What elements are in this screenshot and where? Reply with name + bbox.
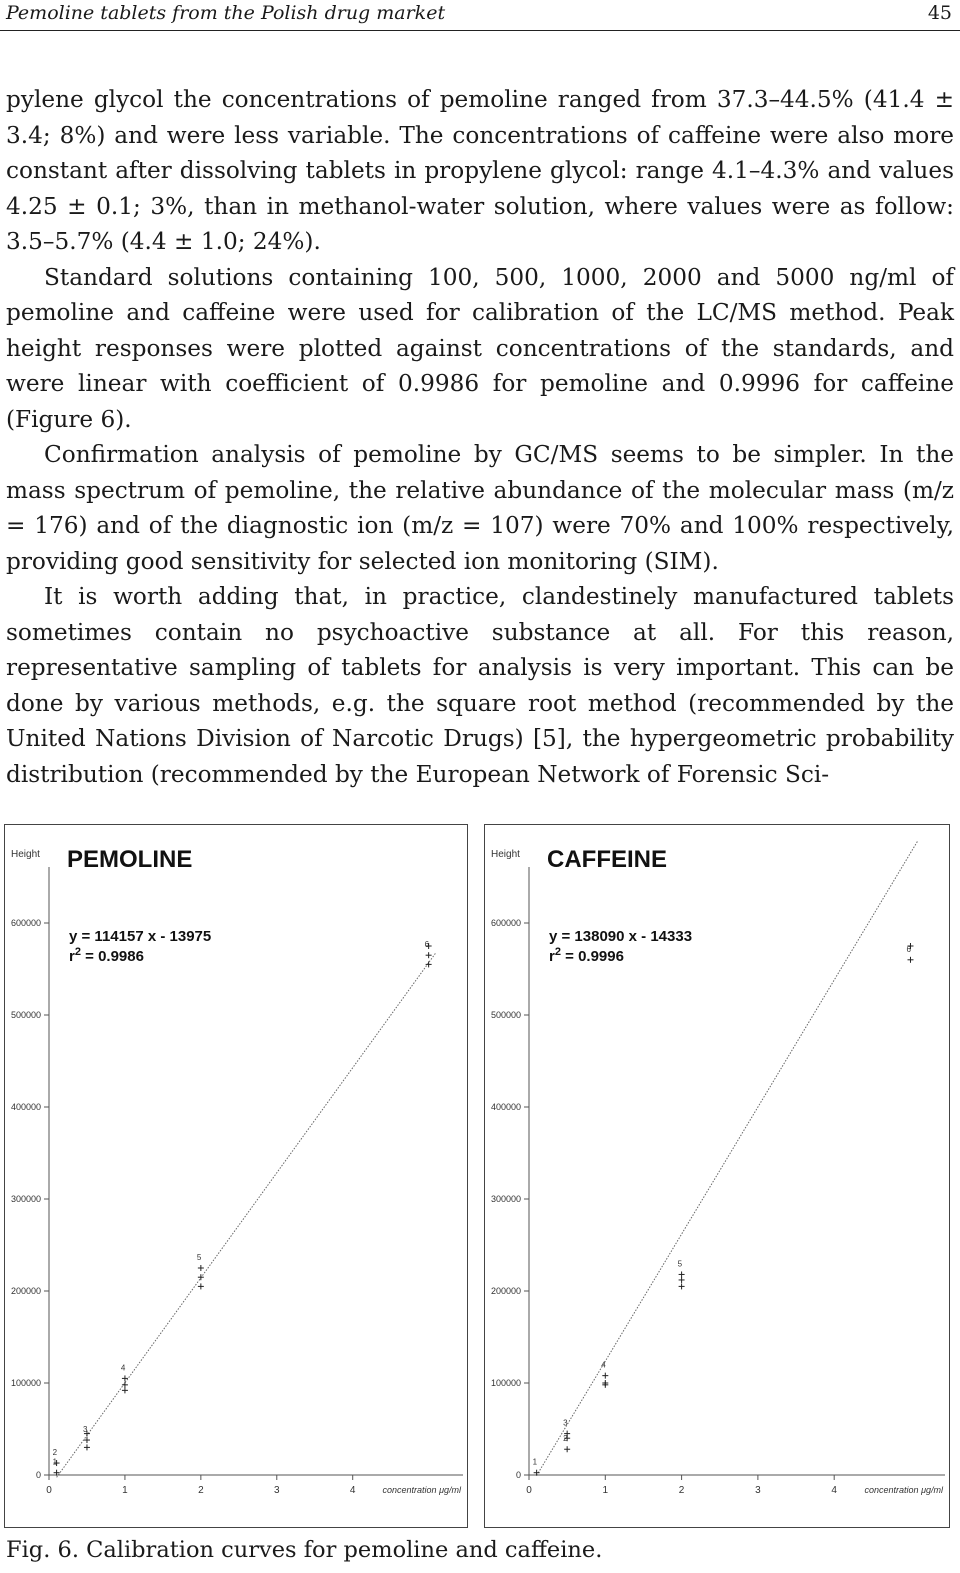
calibration-chart-caffeine bbox=[485, 825, 949, 1527]
y-tick-label: 500000 bbox=[490, 1010, 521, 1020]
y-tick-label: 100000 bbox=[10, 1378, 41, 1388]
point-label: 6 bbox=[424, 940, 430, 950]
regression-line bbox=[57, 952, 437, 1477]
data-point bbox=[679, 1283, 685, 1289]
header-rule bbox=[0, 30, 960, 31]
chart-title: CAFFEINE bbox=[547, 846, 667, 873]
data-point bbox=[426, 952, 432, 958]
data-point bbox=[907, 957, 913, 963]
x-tick-label: 1 bbox=[122, 1485, 128, 1496]
figure-panel-pemoline bbox=[4, 824, 468, 1528]
paragraph-sampling: It is worth adding that, in practice, clandestinely manufactured tablets sometimes contain no psychoactive substance at all. For this reason, representative sampling of tablets for analysis is very important. This can be done by various methods, e.g. the square root method (recommended by the United Nations Division of Narcotic Drugs) [5], the hypergeometric probability distribution (recommended by the European Network of Forensic Sci- bbox=[6, 583, 954, 788]
x-axis-label: concentration μg/ml bbox=[864, 1485, 943, 1495]
point-label: 2 bbox=[52, 1448, 58, 1458]
y-tick-label: 0 bbox=[35, 1470, 41, 1480]
y-tick-label: 400000 bbox=[10, 1102, 41, 1112]
point-label: 2 bbox=[563, 1434, 568, 1444]
y-tick-label: 0 bbox=[515, 1470, 521, 1480]
data-point bbox=[679, 1277, 685, 1283]
y-tick-label: 200000 bbox=[490, 1286, 521, 1296]
y-tick-label: 300000 bbox=[490, 1194, 521, 1204]
y-tick-label: 100000 bbox=[490, 1378, 521, 1388]
point-label: 4 bbox=[120, 1363, 126, 1373]
paragraph-calibration: Standard solutions containing 100, 500, 1000, 2000 and 5000 ng/ml of pemoline and caffeine were used for calibration of the LC/MS method. Peak height responses were plotted against concentrations of the standards, and were linear with coefficient of 0.9986 for pemoline and 0.9996 for caffeine (Figure 6). bbox=[6, 263, 954, 433]
point-label: 6 bbox=[906, 944, 911, 954]
r-squared: $r^2 = 0.9996$ bbox=[549, 946, 624, 965]
x-tick-label: 4 bbox=[831, 1485, 837, 1496]
data-point bbox=[564, 1446, 570, 1452]
calibration-chart-pemoline bbox=[5, 825, 467, 1527]
data-point bbox=[679, 1271, 685, 1277]
paragraph-gcms: Confirmation analysis of pemoline by GC/MS seems to be simpler. In the mass spectrum of pemoline, the relative abundance of the molecular mass (m/z = 176) and of the diagnostic ion (m/z = 107) were 70% and 100% respectively, providing good sensitivity for selected ion monitoring (SIM). bbox=[6, 441, 954, 575]
x-axis-label: concentration μg/ml bbox=[382, 1485, 461, 1495]
point-label: 5 bbox=[196, 1253, 202, 1262]
running-title: Pemoline tablets from the Polish drug market bbox=[6, 2, 446, 24]
fit-equation: y = 138090 x - 14333 bbox=[549, 928, 693, 945]
point-label: 5 bbox=[677, 1259, 683, 1269]
page-number: 45 bbox=[927, 2, 952, 24]
x-tick-label: 3 bbox=[273, 1485, 280, 1496]
point-label: 1 bbox=[532, 1457, 538, 1467]
figure-caption: Fig. 6. Calibration curves for pemoline and caffeine. bbox=[6, 1537, 603, 1563]
x-tick-label: 4 bbox=[349, 1485, 356, 1496]
running-header bbox=[0, 0, 960, 30]
y-tick-label: 500000 bbox=[10, 1010, 41, 1020]
data-point bbox=[122, 1375, 128, 1381]
y-tick-label: 200000 bbox=[10, 1286, 41, 1296]
x-tick-label: 2 bbox=[198, 1485, 204, 1496]
fit-equation: y = 114157 x - 13975 bbox=[69, 928, 212, 945]
figure-panel-caffeine bbox=[484, 824, 950, 1528]
y-axis-label: Height bbox=[11, 849, 40, 860]
r-squared: $r^2 = 0.9986$ bbox=[69, 946, 144, 965]
data-point bbox=[122, 1387, 128, 1393]
y-tick-label: 600000 bbox=[490, 918, 521, 928]
data-point bbox=[198, 1283, 204, 1289]
point-label: 3 bbox=[82, 1425, 88, 1435]
y-tick-label: 300000 bbox=[10, 1194, 41, 1204]
point-label: 3 bbox=[563, 1418, 568, 1428]
y-axis-label: Height bbox=[491, 849, 520, 860]
data-point bbox=[426, 961, 432, 967]
x-tick-label: 3 bbox=[755, 1485, 761, 1496]
x-tick-label: 2 bbox=[678, 1485, 685, 1496]
body-text bbox=[6, 82, 954, 792]
chart-title: PEMOLINE bbox=[67, 846, 193, 873]
data-point bbox=[84, 1444, 90, 1450]
point-label: 4 bbox=[601, 1360, 606, 1370]
x-tick-label: 0 bbox=[526, 1485, 532, 1496]
y-tick-label: 600000 bbox=[10, 918, 41, 928]
x-tick-label: 0 bbox=[46, 1485, 52, 1496]
paragraph-continuation: pylene glycol the concentrations of pemoline ranged from 37.3–44.5% (41.4 ± 3.4; 8%) and were less variable. The concentrations of caffeine were also more constant after dissolving tablets in propylene glycol: range 4.1–4.3% and values 4.25 ± 0.1; 3%, than in methanol-water solution, where values were as follow: 3.5–5.7% (4.4 ± 1.0; 24%). bbox=[6, 86, 954, 255]
data-point bbox=[122, 1382, 128, 1388]
point-label: 1 bbox=[52, 1457, 58, 1467]
y-tick-label: 400000 bbox=[490, 1102, 521, 1112]
data-point bbox=[602, 1373, 608, 1379]
x-tick-label: 1 bbox=[602, 1485, 609, 1496]
data-point bbox=[198, 1265, 204, 1271]
